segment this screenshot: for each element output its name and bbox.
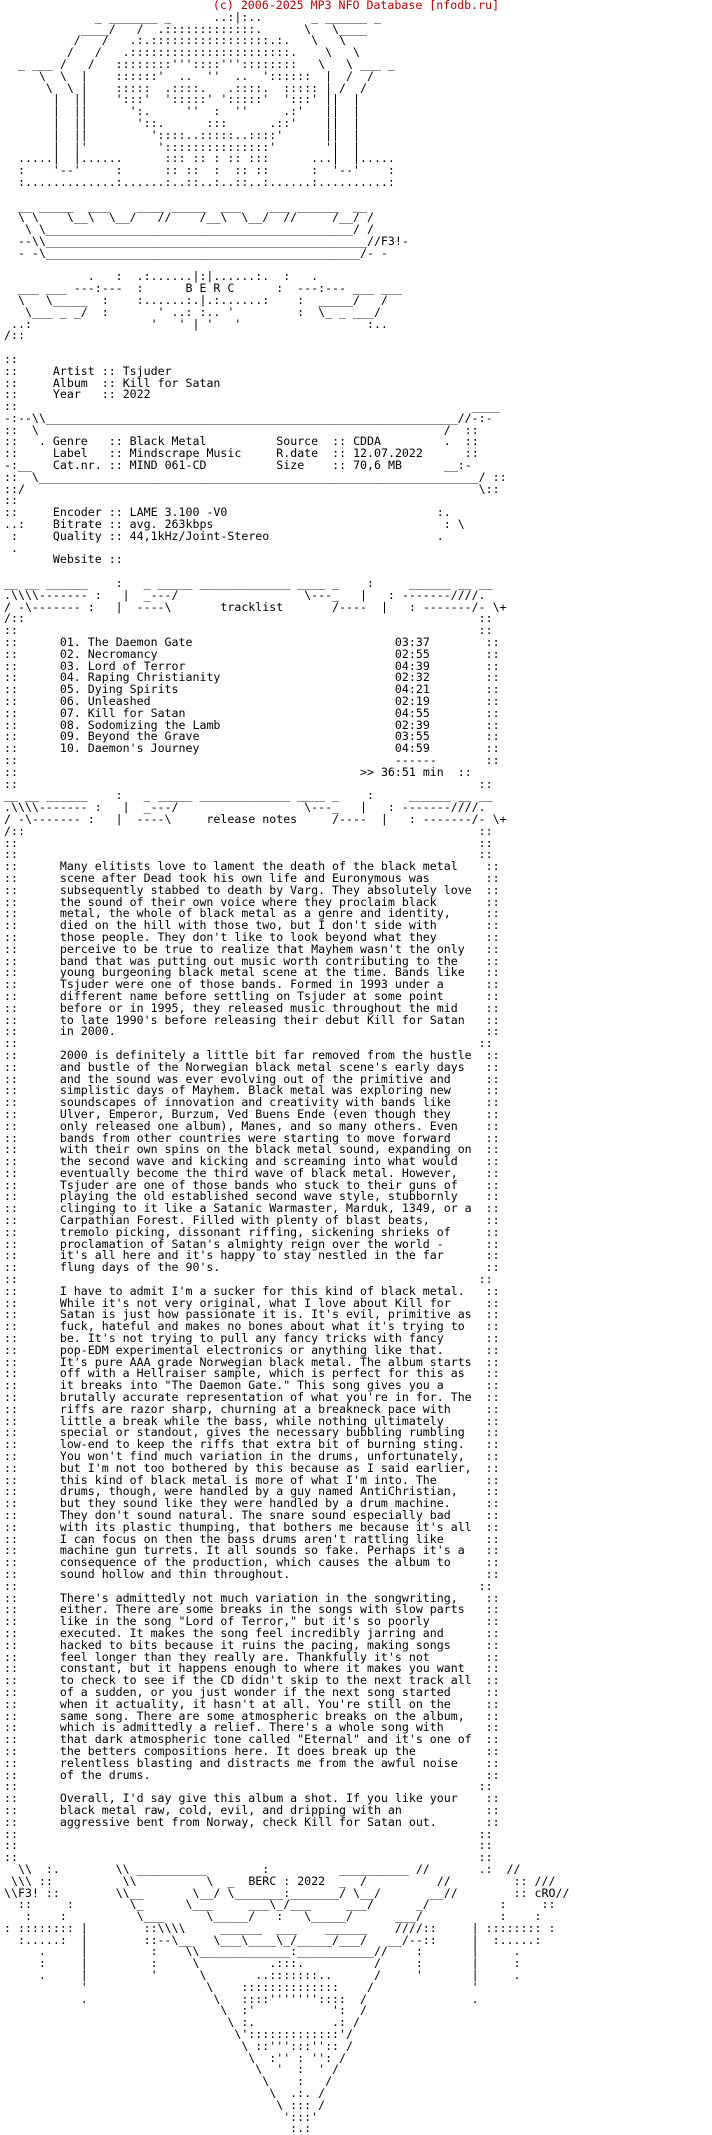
track-number: 04. bbox=[59, 670, 81, 685]
logo-line: \ \ | ::::: .::::. .::::. ::::: | / / bbox=[4, 80, 367, 95]
notes-paragraph: :: 2000 is definitely a little bit far removed from the hustle :: :: and bustle of the Norwegian black metal scene's early days :: :: and the sound was ever evolving out of the primitive and :: :: simplistic days of Mayhem. Black metal was exploring new :: :: soundscapes of innovation and creativity with bands like :: :: Ulver, Emperor, Burzum, Ved Buens Ende (even though they :: :: only released one album), Manes, and so many others. Even :: :: bands from other countries were starting to move forward :: :: with their own spins on the black metal sound, expanding on :: :: the second wave and kicking and screaming into what would :: :: eventually become the third wave of black metal. However, :: :: Tsjuder are one of those bands who stuck to their guns of :: :: playing the old established second wave style, stubbornly :: :: clinging to it like a Satanic Warmaster, Marduk, 1349, or a :: :: Carpathian Forest. Filled with plenty of blast beats, :: :: tremolo picking, dissonant riffing, sickening shrieks of :: :: proclamation of Satan's almighty reign over the world - :: :: it's all here and it's happy to stay nestled in the far :: :: flung days of the 90's. :: bbox=[4, 1047, 500, 1275]
footer-year: 2022 bbox=[297, 1873, 326, 1888]
track-title: Raping Christianity bbox=[87, 670, 395, 685]
logo-line: _ _______ _ ..:|:.. _ ______ _ bbox=[4, 9, 381, 24]
track-number: 07. bbox=[59, 705, 81, 720]
bitrate-label: Bitrate bbox=[52, 517, 102, 532]
track-title: Necromancy bbox=[87, 646, 395, 661]
logo-line: _ ___ / / ::::::::'''::::''':::::::: \ \ ___ _ bbox=[4, 56, 395, 71]
logo-line: . : .:......|:|......:. : . bbox=[4, 269, 319, 284]
track-time: 03:55 bbox=[394, 729, 430, 744]
logo-line: / / .:::::::::::::::::::::::. \ \ bbox=[4, 45, 360, 60]
source-value: CDDA bbox=[353, 434, 381, 449]
logo-line: | || ':::' ':::::' ':::::' ':::' || | bbox=[4, 92, 360, 107]
track-number: 02. bbox=[59, 646, 81, 661]
track-row: :: 04. Raping Christianity 02:32 :: bbox=[4, 670, 500, 685]
notes-paragraph: :: I have to admit I'm a sucker for this kind of black metal. :: :: While it's not very original, what I love about Kill for :: :: Satan is just how passionate it is. It's evil, primitive as :: :: fuck, hateful and makes no bones about what it's trying to :: :: be. It's not trying to pull any fancy tricks with fancy :: :: pop-EDM experimental electronics or anything like that. :: :: It's pure AAA grade Norwegian black metal. The album starts :: :: off with a Hellraiser sample, which is perfect for this as :: :: it breaks into "The Daemon Gate." This song gives you a :: :: brutally accurate representation of what you're in for. The :: :: riffs are razor sharp, churning at a breakneck pace with :: :: little a break while the bass, while nothing ultimately :: :: special or standout, gives the necessary bubbling rumbling :: :: low-end to keep the riffs that extra bit of burning sting. :: :: You won't find much variation in the drums, unfortunately, :: :: but I'm not too bothered by this because as I said earlier, :: :: this kind of black metal is more of what I'm into. The :: :: drums, though, were handled by a guy named AntiChristian, :: :: but they sound like they were handled by a drum machine. :: :: They don't sound natural. The snare sound especially bad :: :: with its plastic thumping, that bothers me because it's all :: :: I can focus on then the bass drums aren't rattling like :: :: machine gun turrets. It all sounds so fake. Perhaps it's a :: :: consequence of the production, which causes the album to :: :: sound hollow and thin throughout. :: bbox=[4, 1283, 500, 1581]
logo-line: ___ ___ ---:--- : B E R C : ---:--- ___ ___ bbox=[4, 281, 402, 296]
artist-value: Tsjuder bbox=[122, 363, 172, 378]
release-notes-section: __ __ ______ : _ _____ _____________ ____ _ : ______ __ __ .\\\\------- : | _---/ \---_ | : -------////. / -\------- : | ----\ release notes /---- | : -------/- \+ /:: :: :: :: :: :: :: Many elitists love to lament the death of the black metal :: :: scene after Dead took his own life and Euronymous was :: :: subsequently stabbed to death by Varg. They absolutely love :: :: the sound of their own voice where they proclaim black :: :: metal, the whole of black metal as a genre and identity, :: :: died on the hill with those two, but I don't side with :: :: those people. They don't like to look beyond what they :: :: perceive to be true to realize that Mayhem wasn't the only :: :: band that was putting out music worth contributing to the :: :: young burgeoning black metal scene at the time. Bands like :: :: Tsjuder were one of those bands. Formed in 1993 under a :: :: different name before settling on Tsjuder at some point :: :: before or in 1995, they released music throughout the mid :: :: to late 1990's before releasing their debut Kill for Satan :: :: in 2000. :: :: :: :: 2000 is definitely a little bit far removed from the hustle :: :: and bustle of the Norwegian black metal scene's early days :: :: and the sound was ever evolving out of the primitive and :: :: simplistic days of Mayhem. Black metal was exploring new :: :: soundscapes of innovation and creativity with bands like :: :: Ulver, Emperor, Burzum, Ved Buens Ende (even though they :: :: only released one album), Manes, and so many others. Even :: :: bands from other countries were starting to move forward :: :: with their own spins on the black metal sound, expanding on :: :: the second wave and kicking and screaming into what would :: :: eventually become the third wave of black metal. However, :: :: Tsjuder are one of those bands who stuck to their guns of :: :: playing the old established second wave style, stubbornly :: :: clinging to it like a Satanic Warmaster, Marduk, 1349, or a :: :: Carpathian Forest. Filled with plenty of blast beats, :: :: tremolo picking, dissonant riffing, sickening shrieks of :: :: proclamation of Satan's almighty reign over the world - :: :: it's all here and it's happy to stay nestled in the far :: :: flung days of the 90's. :: :: :: :: I have to admit I'm a sucker for this kind of black metal. :: :: While it's not very original, what I love about Kill for :: :: Satan is just how passionate it is. It's evil, primitive as :: :: fuck, hateful and makes no bones about what it's trying to :: :: be. It's not trying to pull any fancy tricks with fancy :: :: pop-EDM experimental electronics or anything like that. :: :: It's pure AAA grade Norwegian black metal. The album starts :: :: off with a Hellraiser sample, which is perfect for this as :: :: it breaks into "The Daemon Gate." This song gives you a :: :: brutally accurate representation of what you're in for. The :: :: riffs are razor sharp, churning at a breakneck pace with :: :: little a break while the bass, while nothing ultimately :: :: special or standout, gives the necessary bubbling rumbling :: :: low-end to keep the riffs that extra bit of burning sting. :: :: You won't find much variation in the drums, unfortunately, :: :: but I'm not too bothered by this because as I said earlier, :: :: this kind of black metal is more of what I'm into. The :: :: drums, though, were handled by a guy named AntiChristian, :: :: but they sound like they were handled by a drum machine. :: :: They don't sound natural. The snare sound especially bad :: :: with its plastic thumping, that bothers me because it's all :: :: I can focus on then the bass drums aren't rattling like :: :: machine gun turrets. It all sounds so fake. Perhaps it's a :: :: consequence of the production, which causes the album to :: :: sound hollow and thin throughout. :: :: :: :: There's admittedly not much variation in the songwriting, :: :: either. There are some breaks in the songs with slow parts :: :: like in the song "Lord of Terror," but it's so poorly :: :: executed. It makes the song feel incredibly jarring and :: :: hacked to bits because it ruins the pacing, making songs :: :: feel longer than they really are. Thankfully it's not :: :: constant, but it happens enough to where it makes you want :: :: to check to see if the CD didn't skip to the next track all :: :: of a sudden, or you just wonder if the next song started :: :: when it actuality, it hasn't at all. You're still on the :: :: same song. There are some atmospheric breaks on the album, :: :: which is admittedly a relief. There's a whole song with :: :: that dark atmospheric tone called "Eternal" and it's one of :: :: the betters compositions here. It does break up the :: :: relentless blasting and distracts me from the awful noise :: :: of the drums. :: :: :: :: Overall, I'd say give this album a shot. If you like your :: :: black metal raw, cold, evil, and dripping with an :: :: aggressive bent from Norway, check Kill for Satan out. :: :: :: bbox=[4, 790, 708, 1840]
track-row: :: 10. Daemon's Journey 04:59 :: bbox=[4, 741, 500, 756]
year-value: 2022 bbox=[122, 387, 151, 402]
track-time: 04:39 bbox=[394, 658, 430, 673]
track-title: Dying Spirits bbox=[87, 682, 395, 697]
logo-line: - -\_____________________________________________/- - bbox=[4, 245, 388, 260]
album-label: Album bbox=[52, 375, 88, 390]
tracklist-title: tracklist bbox=[220, 599, 284, 614]
track-list bbox=[4, 637, 708, 755]
track-title: Daemon's Journey bbox=[87, 741, 395, 756]
catnr-label: Cat.nr. bbox=[52, 458, 102, 473]
track-title: Unleashed bbox=[87, 694, 395, 709]
track-time: 02:32 bbox=[394, 670, 430, 685]
track-time: 04:59 bbox=[394, 741, 430, 756]
label-value: Mindscrape Music bbox=[129, 446, 242, 461]
track-row: :: 05. Dying Spirits 04:21 :: bbox=[4, 682, 500, 697]
track-time: 03:37 bbox=[394, 635, 430, 650]
logo-line: \ \ \__\ \__/ // /__\ \__/ // /__/ / bbox=[4, 210, 374, 225]
encoder-value: LAME 3.100 -V0 bbox=[129, 505, 228, 520]
nfo-document bbox=[4, 0, 708, 2135]
release-notes-title: release notes bbox=[206, 811, 298, 826]
notes-paragraph: :: Many elitists love to lament the death of the black metal :: :: scene after Dead took his own life and Euronymous was :: :: subsequently stabbed to death by Varg. They absolutely love :: :: the sound of their own voice where they proclaim black :: :: metal, the whole of black metal as a genre and identity, :: :: died on the hill with those two, but I don't side with :: :: those people. They don't like to look beyond what they :: :: perceive to be true to realize that Mayhem wasn't the only :: :: band that was putting out music worth contributing to the :: :: young burgeoning black metal scene at the time. Bands like :: :: Tsjuder were one of those bands. Formed in 1993 under a :: :: different name before settling on Tsjuder at some point :: :: before or in 1995, they released music throughout the mid :: :: to late 1990's before releasing their debut Kill for Satan :: :: in 2000. :: bbox=[4, 859, 500, 1039]
footer-right-tag: cRO bbox=[534, 1885, 556, 1900]
footer-group: BERC bbox=[248, 1873, 277, 1888]
website-label: Website bbox=[52, 552, 102, 567]
track-title: Sodomizing the Lamb bbox=[87, 717, 395, 732]
logo-line: : '--' : :: :: : :: :: : '--' : bbox=[4, 163, 395, 178]
logo-line: | |' ':::::::::::::::' '| | bbox=[4, 139, 360, 154]
size-label: Size bbox=[276, 458, 305, 473]
track-row: :: 06. Unleashed 02:19 :: bbox=[4, 694, 500, 709]
album-value: Kill for Satan bbox=[122, 375, 221, 390]
track-number: 06. bbox=[59, 694, 81, 709]
logo-line: / / .:.:::::::::::::::::.:. \ \ bbox=[4, 33, 347, 48]
release-info: :: :: Artist :: Tsjuder :: Album :: Kill for Satan :: Year :: 2022 :: ____ -:--\\___________________________________________________________//-:- :: \ / :: :: . Genre :: Black Metal Source :: CDDA . :: :: Label :: Mindscrape Music R.date :: 12.07.2022 :: -:__ Cat.nr. :: MIND 061-CD Size :: 70,6 MB __:- :: \_______________________________________________________________/ :: ::/ \:: :: :: Encoder :: LAME 3.100 -V0 :. ..: Bitrate :: avg. 263kbps : \ : Quality :: 44,1kHz/Joint-Stereo . . Website :: bbox=[4, 351, 507, 567]
notes-paragraph: :: There's admittedly not much variation in the songwriting, :: :: either. There are some breaks in the songs with slow parts :: :: like in the song "Lord of Terror," but it's so poorly :: :: executed. It makes the song feel incredibly jarring and :: :: hacked to bits because it ruins the pacing, making songs :: :: feel longer than they really are. Thankfully it's not :: :: constant, but it happens enough to where it makes you want :: :: to check to see if the CD didn't skip to the next track all :: :: of a sudden, or you just wonder if the next song started :: :: when it actuality, it hasn't at all. You're still on the :: :: same song. There are some atmospheric breaks on the album, :: :: which is admittedly a relief. There's a whole song with :: :: that dark atmospheric tone called "Eternal" and it's one of :: :: the betters compositions here. It does break up the :: :: relentless blasting and distracts me from the awful noise :: :: of the drums. :: bbox=[4, 1590, 500, 1782]
track-row: :: 07. Kill for Satan 04:55 :: bbox=[4, 705, 500, 720]
source-label: Source bbox=[276, 434, 319, 449]
logo-line: \ \_____ : :......:.|.:......: : _____/ / bbox=[4, 292, 388, 307]
year-label: Year bbox=[52, 387, 81, 402]
logo-line: .....| |...... ::: :: : :: ::: ...| |..... bbox=[4, 151, 395, 166]
logo-line: ..: ' ' | ' ' :.. bbox=[4, 316, 388, 331]
footer-left-tag: F3! bbox=[17, 1885, 39, 1900]
release-notes-body: :: Many elitists love to lament the death of the black metal :: :: scene after Dead took his own life and Euronymous was :: :: subsequently stabbed to death by Varg. They absolutely love :: :: the sound of their own voice where they proclaim black :: :: metal, the whole of black metal as a genre and identity, :: :: died on the hill with those two, but I don't side with :: :: those people. They don't like to look beyond what they :: :: perceive to be true to realize that Mayhem wasn't the only :: :: band that was putting out music worth contributing to the :: :: young burgeoning black metal scene at the time. Bands like :: :: Tsjuder were one of those bands. Formed in 1993 under a :: :: different name before settling on Tsjuder at some point :: :: before or in 1995, they released music throughout the mid :: :: to late 1990's before releasing their debut Kill for Satan :: :: in 2000. :: :: :: :: 2000 is definitely a little bit far removed from the hustle :: :: and bustle of the Norwegian black metal scene's early days :: :: and the sound was ever evolving out of the primitive and :: :: simplistic days of Mayhem. Black metal was exploring new :: :: soundscapes of innovation and creativity with bands like :: :: Ulver, Emperor, Burzum, Ved Buens Ende (even though they :: :: only released one album), Manes, and so many others. Even :: :: bands from other countries were starting to move forward :: :: with their own spins on the black metal sound, expanding on :: :: the second wave and kicking and screaming into what would :: :: eventually become the third wave of black metal. However, :: :: Tsjuder are one of those bands who stuck to their guns of :: :: playing the old established second wave style, stubbornly :: :: clinging to it like a Satanic Warmaster, Marduk, 1349, or a :: :: Carpathian Forest. Filled with plenty of blast beats, :: :: tremolo picking, dissonant riffing, sickening shrieks of :: :: proclamation of Satan's almighty reign over the world - :: :: it's all here and it's happy to stay nestled in the far :: :: flung days of the 90's. :: :: :: :: I have to admit I'm a sucker for this kind of black metal. :: :: While it's not very original, what I love about Kill for :: :: Satan is just how passionate it is. It's evil, primitive as :: :: fuck, hateful and makes no bones about what it's trying to :: :: be. It's not trying to pull any fancy tricks with fancy :: :: pop-EDM experimental electronics or anything like that. :: :: It's pure AAA grade Norwegian black metal. The album starts :: :: off with a Hellraiser sample, which is perfect for this as :: :: it breaks into "The Daemon Gate." This song gives you a :: :: brutally accurate representation of what you're in for. The :: :: riffs are razor sharp, churning at a breakneck pace with :: :: little a break while the bass, while nothing ultimately :: :: special or standout, gives the necessary bubbling rumbling :: :: low-end to keep the riffs that extra bit of burning sting. :: :: You won't find much variation in the drums, unfortunately, :: :: but I'm not too bothered by this because as I said earlier, :: :: this kind of black metal is more of what I'm into. The :: :: drums, though, were handled by a guy named AntiChristian, :: :: but they sound like they were handled by a drum machine. :: :: They don't sound natural. The snare sound especially bad :: :: with its plastic thumping, that bothers me because it's all :: :: I can focus on then the bass drums aren't rattling like :: :: machine gun turrets. It all sounds so fake. Perhaps it's a :: :: consequence of the production, which causes the album to :: :: sound hollow and thin throughout. :: :: :: :: There's admittedly not much variation in the songwriting, :: :: either. There are some breaks in the songs with slow parts :: :: like in the song "Lord of Terror," but it's so poorly :: :: executed. It makes the song feel incredibly jarring and :: :: hacked to bits because it ruins the pacing, making songs :: :: feel longer than they really are. Thankfully it's not :: :: constant, but it happens enough to where it makes you want :: :: to check to see if the CD didn't skip to the next track all :: :: of a sudden, or you just wonder if the next song started :: :: when it actuality, it hasn't at all. You're still on the :: :: same song. There are some atmospheric breaks on the album, :: :: which is admittedly a relief. There's a whole song with :: :: that dark atmospheric tone called "Eternal" and it's one of :: :: the betters compositions here. It does break up the :: :: relentless blasting and distracts me from the awful noise :: :: of the drums. :: :: :: :: Overall, I'd say give this album a shot. If you like your :: :: black metal raw, cold, evil, and dripping with an :: :: aggressive bent from Norway, check Kill for Satan out. :: :: :: bbox=[4, 861, 708, 1840]
total-prefix: >> bbox=[359, 764, 374, 779]
rdate-value: 12.07.2022 bbox=[353, 446, 423, 461]
size-value: 70,6 MB bbox=[353, 458, 402, 473]
track-row: :: 08. Sodomizing the Lamb 02:39 :: bbox=[4, 717, 500, 732]
rdate-label: R.date bbox=[276, 446, 319, 461]
logo-line: \ \____________________________________________/ / bbox=[4, 222, 374, 237]
logo-line: /:: bbox=[4, 328, 25, 343]
track-time: 02:19 bbox=[394, 694, 430, 709]
track-row: :: 09. Beyond the Grave 03:55 :: bbox=[4, 729, 500, 744]
track-number: 05. bbox=[59, 682, 81, 697]
track-time: 04:21 bbox=[394, 682, 430, 697]
footer-art: :: :: :: :: \\ :. \\ __________ : __________ // .: // \\\ :: \\ \ _ BERC : 2022 _ / // :: /// \\F3! :: \\__ \__/ \_______:_______/ \__/ __// :: cRO// :: : \_ \___ ___\_/___ ___/ _/ : :: : : \___ \_____/ : \_____/ ___/ : : : :::::::: | ::\\\\ ______ ___ ______ ////:: | :::::::: : :.....: | ::--\__ \___\____\_/_____/___/ __/--:: | :.....: . | : \\_____________:___________// : | . : | : \ .:::. / : | : . | ' \ ..:::::::.. / ' | . ' \ :::::::::::::: / ' . \ ::::''''''':::: / . \ :' ': / \ :. .: / \':::::::::::::'/ \ ::''':::'':: / \ :'' : '': / \ ' : ' / \ : / \ .:. / \ ::: / ':::' :.: bbox=[4, 1838, 570, 2135]
track-time: 02:55 bbox=[394, 646, 430, 661]
label-label: Label bbox=[52, 446, 88, 461]
track-number: 09. bbox=[59, 729, 81, 744]
track-row: :: 01. The Daemon Gate 03:37 :: bbox=[4, 635, 500, 650]
track-time: 02:39 bbox=[394, 717, 430, 732]
tracklist-section: __ __ ______ : _ _____ _____________ ____ _ : ______ __ __ .\\\\------- : | _---/ \---_ | : -------////. / -\------- : | ----\ tracklist /---- | : -------/- \+ /:: :: :: :: :: 01. The Daemon Gate 03:37 :: :: 02. Necromancy 02:55 :: :: 03. Lord of Terror 04:39 :: :: 04. Raping Christianity 02:32 :: :: 05. Dying Spirits 04:21 :: :: 06. Unleashed 02:19 :: :: 07. Kill for Satan 04:55 :: :: 08. Sodomizing the Lamb 02:39 :: :: 09. Beyond the Grave 03:55 :: :: 10. Daemon's Journey 04:59 :: :: ------ :: :: >> 36:51 min :: :: :: bbox=[4, 566, 708, 790]
logo-line: ____/ / .:::::::::::::. \ \____ bbox=[4, 21, 367, 36]
logo-line: __ _____ ___ ____ _____ ___ ___ ______ __ bbox=[4, 198, 367, 213]
track-number: 10. bbox=[59, 741, 81, 756]
track-time: 04:55 bbox=[394, 705, 430, 720]
track-row: :: 02. Necromancy 02:55 :: bbox=[4, 646, 500, 661]
logo-line: --\\______________________________________________//F3!- bbox=[4, 233, 409, 248]
artist-label: Artist bbox=[52, 363, 95, 378]
nfodb-header: (c) 2006-2025 MP3 NFO Database [nfodb.ru] bbox=[212, 0, 500, 12]
quality-value: 44,1kHz/Joint-Stereo bbox=[129, 528, 270, 543]
notes-paragraph: :: Overall, I'd say give this album a shot. If you like your :: :: black metal raw, cold, evil, and dripping with an :: :: aggressive bent from Norway, check Kill for Satan out. :: bbox=[4, 1791, 500, 1829]
logo-line: | || '::. ::: .::' || | bbox=[4, 115, 360, 130]
track-title: The Daemon Gate bbox=[87, 635, 395, 650]
ascii-logo bbox=[4, 9, 708, 343]
track-title: Lord of Terror bbox=[87, 658, 395, 673]
logo-line: | || ':. '' : '' .:' || | bbox=[4, 104, 360, 119]
track-title: Beyond the Grave bbox=[87, 729, 395, 744]
track-number: 03. bbox=[59, 658, 81, 673]
track-number: 01. bbox=[59, 635, 81, 650]
logo-line: \___ _ _/ : ' ..: :.. ' : \_ _ ___/ bbox=[4, 304, 381, 319]
track-title: Kill for Satan bbox=[87, 705, 395, 720]
logo-line: | || '::::..:::::..::::' || | bbox=[4, 127, 360, 142]
quality-label: Quality bbox=[52, 528, 102, 543]
logo-line: :.............:......:..::..:..::..:......:..........: bbox=[4, 174, 395, 189]
genre-value: Black Metal bbox=[129, 434, 207, 449]
track-number: 08. bbox=[59, 717, 81, 732]
encoder-label: Encoder bbox=[52, 505, 102, 520]
logo-line: \ \ | ::::::' .. '' .. ':::::: | / / bbox=[4, 68, 374, 83]
track-row: :: 03. Lord of Terror 04:39 :: bbox=[4, 658, 500, 673]
catnr-value: MIND 061-CD bbox=[129, 458, 207, 473]
total-time: 36:51 min bbox=[380, 764, 444, 779]
bitrate-value: avg. 263kbps bbox=[129, 517, 214, 532]
genre-label: Genre bbox=[52, 434, 88, 449]
